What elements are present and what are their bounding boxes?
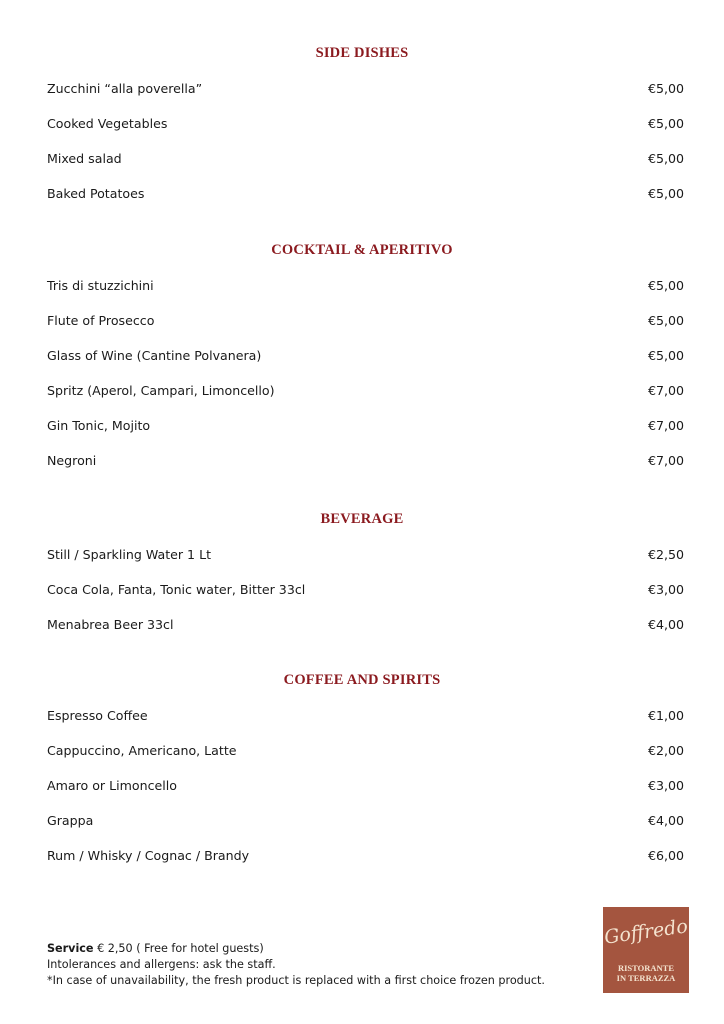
item-price: €2,00: [647, 743, 684, 758]
item-name: Flute of Prosecco: [47, 313, 155, 328]
item-price: €2,50: [647, 547, 684, 562]
menu-section: [0, 241, 724, 487]
menu-item: [0, 150, 724, 185]
service-text: € 2,50 ( Free for hotel guests): [93, 942, 264, 955]
item-name: Amaro or Limoncello: [47, 778, 177, 793]
item-price: €5,00: [647, 116, 684, 131]
item-price: €7,00: [647, 383, 684, 398]
item-name: Rum / Whisky / Cognac / Brandy: [47, 848, 250, 863]
item-name: Coca Cola, Fanta, Tonic water, Bitter 33cl: [47, 582, 306, 597]
item-name: Still / Sparkling Water 1 Lt: [47, 547, 212, 562]
menu-item: [0, 581, 724, 616]
menu-item: [0, 812, 724, 847]
item-price: €4,00: [647, 617, 684, 632]
menu-item: [0, 777, 724, 812]
item-price: €1,00: [647, 708, 684, 723]
section-heading: COFFEE AND SPIRITS: [283, 672, 441, 688]
logo-line-2: IN TERRAZZA: [616, 973, 676, 983]
menu-item: [0, 115, 724, 150]
menu-item: [0, 546, 724, 581]
menu-item: [0, 616, 724, 651]
item-price: €3,00: [647, 582, 684, 597]
item-price: €3,00: [647, 778, 684, 793]
item-name: Glass of Wine (Cantine Polvanera): [47, 348, 262, 363]
item-name: Spritz (Aperol, Campari, Limoncello): [47, 383, 275, 398]
item-name: Gin Tonic, Mojito: [47, 418, 151, 433]
item-price: €5,00: [647, 186, 684, 201]
item-price: €5,00: [647, 151, 684, 166]
section-heading: SIDE DISHES: [315, 45, 409, 61]
menu-item: [0, 312, 724, 347]
menu-item: [0, 185, 724, 220]
item-name: Cooked Vegetables: [47, 116, 168, 131]
logo-script: Goffredo: [602, 915, 690, 949]
menu-item: [0, 277, 724, 312]
item-name: Grappa: [47, 813, 94, 828]
restaurant-logo: [603, 907, 689, 993]
menu-item: [0, 452, 724, 487]
item-price: €5,00: [647, 278, 684, 293]
item-price: €5,00: [647, 348, 684, 363]
item-price: €6,00: [647, 848, 684, 863]
menu-section: [0, 671, 724, 882]
service-label: Service: [47, 942, 94, 955]
menu-item: [0, 417, 724, 452]
item-price: €7,00: [647, 418, 684, 433]
section-heading: BEVERAGE: [320, 511, 404, 527]
service-note: [47, 941, 545, 957]
logo-line-1: RISTORANTE: [617, 963, 675, 973]
section-heading: COCKTAIL & APERITIVO: [271, 242, 453, 258]
item-name: Baked Potatoes: [47, 186, 145, 201]
item-name: Espresso Coffee: [47, 708, 148, 723]
item-price: €4,00: [647, 813, 684, 828]
menu-item: [0, 382, 724, 417]
item-price: €5,00: [647, 313, 684, 328]
item-name: Cappuccino, Americano, Latte: [47, 743, 237, 758]
menu-item: [0, 742, 724, 777]
menu-section: [0, 510, 724, 651]
menu-item: [0, 80, 724, 115]
frozen-note: *In case of unavailability, the fresh product is replaced with a first choice frozen product.: [47, 974, 545, 987]
menu-item: [0, 347, 724, 382]
item-price: €5,00: [647, 81, 684, 96]
menu-item: [0, 847, 724, 882]
item-name: Menabrea Beer 33cl: [47, 617, 174, 632]
item-price: €7,00: [647, 453, 684, 468]
item-name: Negroni: [47, 453, 97, 468]
item-name: Tris di stuzzichini: [47, 278, 154, 293]
menu-item: [0, 707, 724, 742]
footer-notes: [47, 941, 545, 989]
item-name: Mixed salad: [47, 151, 122, 166]
allergens-note: Intolerances and allergens: ask the staff.: [47, 958, 276, 971]
item-name: Zucchini “alla poverella”: [47, 81, 203, 96]
menu-section: [0, 44, 724, 220]
